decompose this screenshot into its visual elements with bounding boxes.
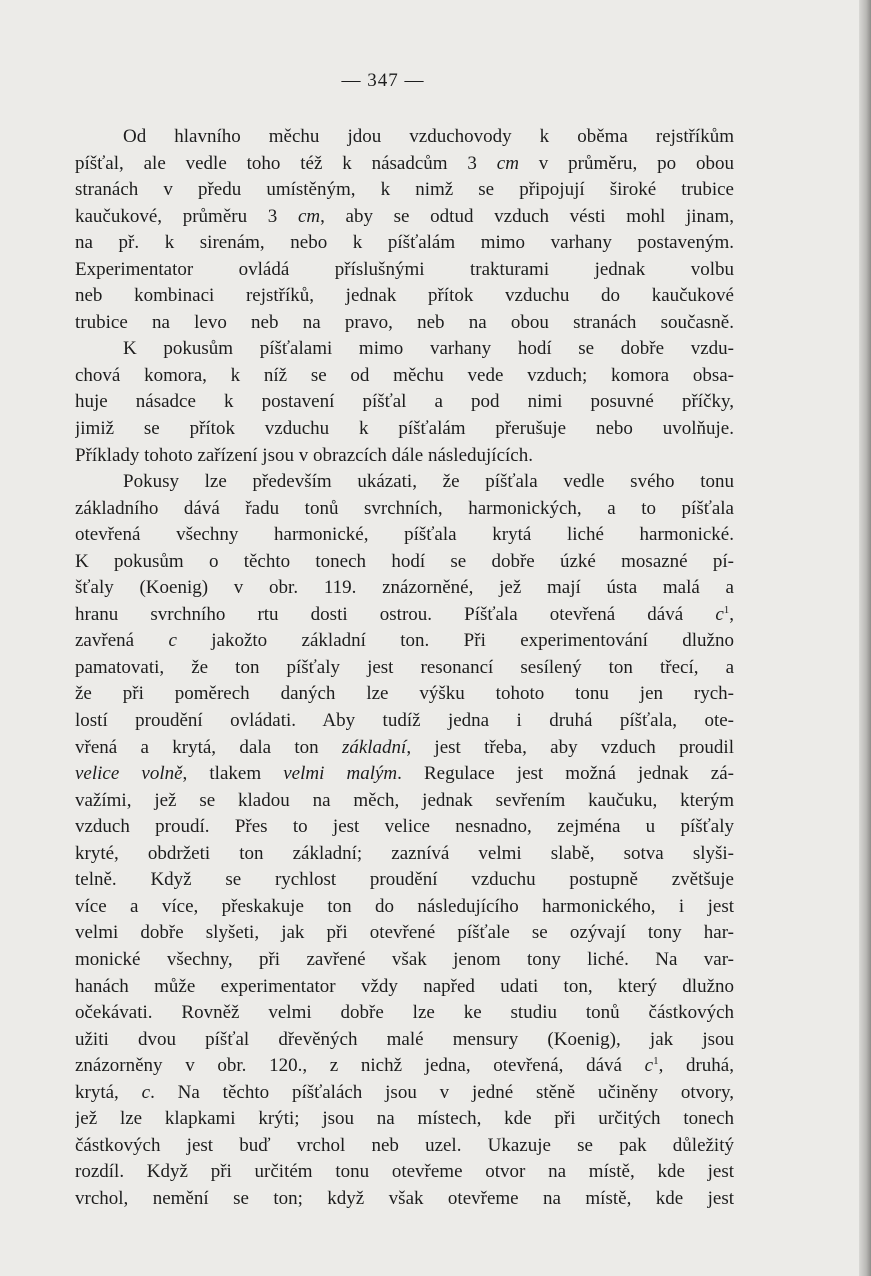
italic-text: cm [297,205,321,227]
text-line [75,1080,734,1107]
text-run: základního dává řadu tonů svrchních, harmonických, a to píšťala [75,497,734,519]
italic-text: c [644,1055,654,1077]
text-line [75,416,734,443]
italic-text: velice volně [75,763,183,785]
text-line [75,602,734,629]
text-run: važími, jež se kladou na měch, jednak sevřením kaučuku, kterým [75,789,734,811]
italic-text: c [715,603,724,625]
text-line [75,974,734,1001]
text-run: trubice na levo neb na pravo, neb na obou stranách současně. [75,311,734,333]
text-line [75,522,734,549]
italic-text: základní [341,736,407,758]
text-run: vřená a krytá, dala ton [75,736,342,758]
text-line [75,788,734,815]
text-run: , aby se odtud vzduch vésti mohl jinam, [320,205,734,227]
text-line [75,204,734,231]
text-line [75,336,734,363]
text-line [75,947,734,974]
text-line [75,177,734,204]
text-run: , [729,603,734,625]
italic-text: c [141,1081,151,1103]
text-line [75,761,734,788]
text-run: kaučukové, průměru 3 [75,205,298,227]
text-run: znázorněny v obr. 120., z nichž jedna, otevřená, dává [75,1055,645,1077]
text-line [75,363,734,390]
text-run: otevřená všechny harmonické, píšťala krytá liché harmonické. [75,524,734,546]
text-line [75,1027,734,1054]
text-line [75,1053,734,1080]
text-run: jež lze klapkami krýti; jsou na místech, kde při určitých tonech [75,1108,734,1130]
text-run: na př. k sirenám, nebo k píšťalám mimo varhany postaveným. [75,232,734,254]
text-line [75,283,734,310]
text-line [75,1186,734,1213]
page-edge-shadow [859,0,871,1276]
text-run: hanách může experimentator vždy napřed udati ton, který dlužno [75,975,734,997]
text-run: . Na těchto píšťalách jsou v jedné stěně učiněny otvory, [150,1081,734,1103]
text-line [75,681,734,708]
superscript: 1 [653,1055,659,1068]
text-run: , druhá, [658,1055,734,1077]
text-line [75,1000,734,1027]
text-run: K pokusům o těchto tonech hodí se dobře úzké mosazné pí- [75,550,734,572]
text-run: chová komora, k níž se od měchu vede vzduch; komora obsa- [75,364,734,386]
text-line [75,1159,734,1186]
text-line [75,920,734,947]
text-run: , tlakem [182,763,284,785]
text-run: telně. Když se rychlost proudění vzduchu postupně zvětšuje [75,869,734,891]
text-run: že při poměrech daných lze výšku tohoto tonu jen rych- [75,683,734,705]
text-run: Od hlavního měchu jdou vzduchovody k oběma rejstříkům [123,126,734,147]
text-run: jakožto základní ton. Při experimentování dlužno [176,630,734,652]
text-line [75,814,734,841]
superscript: 1 [723,603,730,616]
text-run: rozdíl. Když při určitém tonu otevřeme otvor na místě, kde jest [75,1161,734,1183]
italic-text: cm [496,152,519,174]
text-line [75,841,734,868]
text-run: jimiž se přítok vzduchu k píšťalám přerušuje nebo uvolňuje. [75,418,734,440]
italic-text: velmi malým [283,763,398,785]
text-run: huje násadce k postavení píšťal a pod nimi posuvné příčky, [75,391,734,413]
text-run: užiti dvou píšťal dřevěných malé mensury (Koenig), jak jsou [75,1028,734,1050]
text-run: monické všechny, při zavřené však jenom tony liché. Na var- [75,948,734,970]
text-run: zavřená [75,630,169,652]
text-run: kryté, obdržeti ton základní; zaznívá velmi slabě, sotva slyši- [75,842,734,864]
text-line [75,443,734,470]
text-run: . Regulace jest možná jednak zá- [397,763,734,785]
text-run: Pokusy lze především ukázati, že píšťala vedle svého tonu [123,471,734,493]
text-line [75,124,734,151]
text-run: Experimentator ovládá příslušnými trakturami jednak volbu [75,258,734,280]
text-run: Příklady tohoto zařízení jsou v obrazcích dále následujících. [75,444,533,466]
text-line [75,708,734,735]
text-run: píšťal, ale vedle toho též k násadcům 3 [75,152,497,174]
page-number: — 347 — [341,70,425,91]
text-line [75,469,734,496]
text-run: šťaly (Koenig) v obr. 119. znázorněné, jež mají ústa malá a [75,577,734,599]
body-text [75,124,734,1212]
text-run: více a více, přeskakuje ton do následujícího harmonického, i jest [75,895,734,917]
text-run: vzduch proudí. Přes to jest velice nesnadno, zejména u píšťaly [75,816,734,838]
text-line [75,735,734,762]
text-line [75,310,734,337]
text-run: pamatovati, že ton píšťaly jest resonancí sesílený ton třecí, a [75,656,734,678]
text-line [75,151,734,178]
text-run: stranách v předu umístěným, k nimž se připojují široké trubice [75,179,734,201]
text-run: hranu svrchního rtu dosti ostrou. Píšťala otevřená dává [75,603,716,625]
text-line [75,389,734,416]
text-line [75,1106,734,1133]
text-line [75,628,734,655]
text-run: velmi dobře slyšeti, jak při otevřené píšťale se ozývají tony har- [75,922,734,944]
text-run: očekávati. Rovněž velmi dobře lze ke studiu tonů částkových [75,1002,734,1024]
text-run: neb kombinaci rejstříků, jednak přítok vzduchu do kaučukové [75,285,734,307]
text-line [75,496,734,523]
text-run: částkových jest buď vrchol neb uzel. Ukazuje se pak důležitý [75,1134,734,1156]
text-run: v průměru, po obou [518,152,734,174]
text-line [75,655,734,682]
text-line [75,894,734,921]
text-line [75,230,734,257]
text-run: lostí proudění ovládati. Aby tudíž jedna i druhá píšťala, ote- [75,710,734,732]
text-line [75,1133,734,1160]
text-line [75,867,734,894]
text-line [75,549,734,576]
text-run: krytá, [75,1081,142,1103]
text-run: K pokusům píšťalami mimo varhany hodí se dobře vzdu- [123,338,734,360]
text-run: , jest třeba, aby vzduch proudil [406,736,734,758]
text-line [75,575,734,602]
italic-text: c [168,630,177,652]
text-run: vrchol, nemění se ton; když však otevřeme na místě, kde jest [75,1187,734,1209]
text-line [75,257,734,284]
